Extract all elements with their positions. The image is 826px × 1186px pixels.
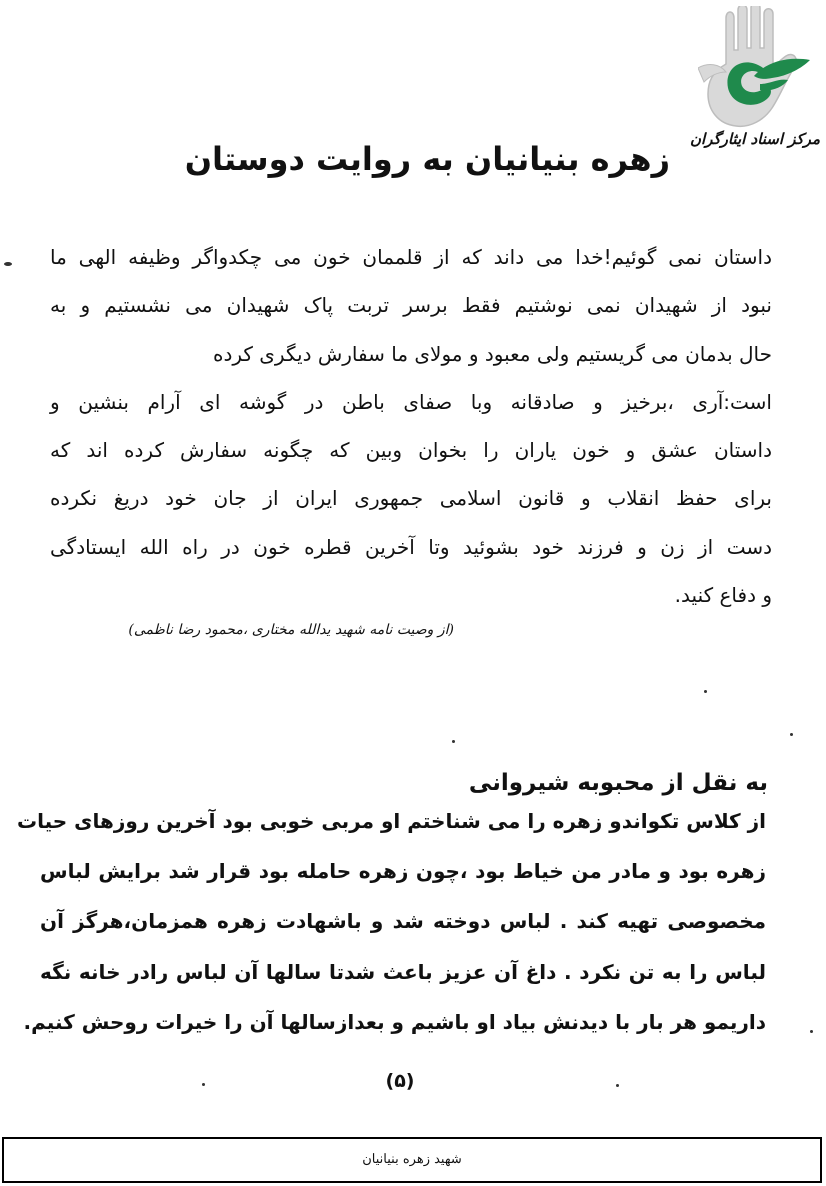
quote-attribution: (از وصیت نامه شهید یدالله مختاری ،محمود رضا ناظمی) <box>128 622 454 638</box>
testament-quote <box>50 244 772 630</box>
scan-speck <box>790 733 793 736</box>
narrative-line: داریمو هر بار با دیدنش بیاد او باشیم و بعدازسالها آن را خیرات روحش کنیم. <box>23 1009 766 1034</box>
narrative-line: لباس را به تن نکرد . داغ آن عزیز باعث شدتا سالها آن لباس رادر خانه نگه <box>40 959 766 984</box>
quote-line: برای حفظ انقلاب و قانون اسلامی جمهوری ایران از جان خود دریغ نکرده <box>50 486 772 511</box>
page-title: زهره بنیانیان به روایت دوستان <box>184 140 670 178</box>
scan-speck <box>452 740 455 743</box>
footer-caption: شهید زهره بنیانیان <box>362 1152 462 1167</box>
quote-line: حال بدمان می گریستیم ولی معبود و مولای ما سفارش دیگری کرده <box>212 341 772 366</box>
quote-line: نبود از شهیدان نمی نوشتیم فقط برسر تربت پاک شهیدان می نشستیم و به <box>50 293 772 318</box>
scan-speck <box>202 1083 205 1086</box>
section-heading: به نقل از محبوبه شیروانی <box>468 770 768 796</box>
quote-line: داستان عشق و خون یاران را بخوان وبین که چگونه سفارش کرده اند که <box>50 438 772 463</box>
narrative-body <box>17 808 766 1059</box>
page-number: (۵) <box>385 1070 415 1092</box>
organization-logo <box>690 6 820 156</box>
logo-wordmark: مرکز اسناد ایثارگران <box>690 130 820 148</box>
quote-line: داستان نمی گوئیم!خدا می داند که از قلممان خون می چکدواگر وظیفه الهی ما <box>50 245 772 269</box>
footer-caption-box <box>2 1137 822 1183</box>
quote-line: است:آری ،برخیز و صادقانه وبا صفای باطن در گوشه ای آرام بنشین و <box>50 389 772 414</box>
narrative-line: مخصوصی تهیه کند . لباس دوخته شد و باشهادت زهره همزمان،هرگز آن <box>40 909 766 934</box>
scan-speck <box>4 262 12 266</box>
scan-speck <box>616 1084 619 1087</box>
quote-line: دست از زن و فرزند خود بشوئید وتا آخرین قطره خون در راه الله ایستادگی <box>50 534 772 559</box>
hand-emblem-icon <box>698 6 812 130</box>
narrative-line: زهره بود و مادر من خیاط بود ،چون زهره حامله بود قرار شد برایش لباس <box>40 859 766 884</box>
scan-speck <box>704 690 707 693</box>
scan-speck <box>810 1030 813 1033</box>
narrative-line: از کلاس تکواندو زهره را می شناختم او مربی خوبی بود آخرین روزهای حیات <box>17 809 766 833</box>
quote-line: و دفاع کنید. <box>674 583 772 608</box>
